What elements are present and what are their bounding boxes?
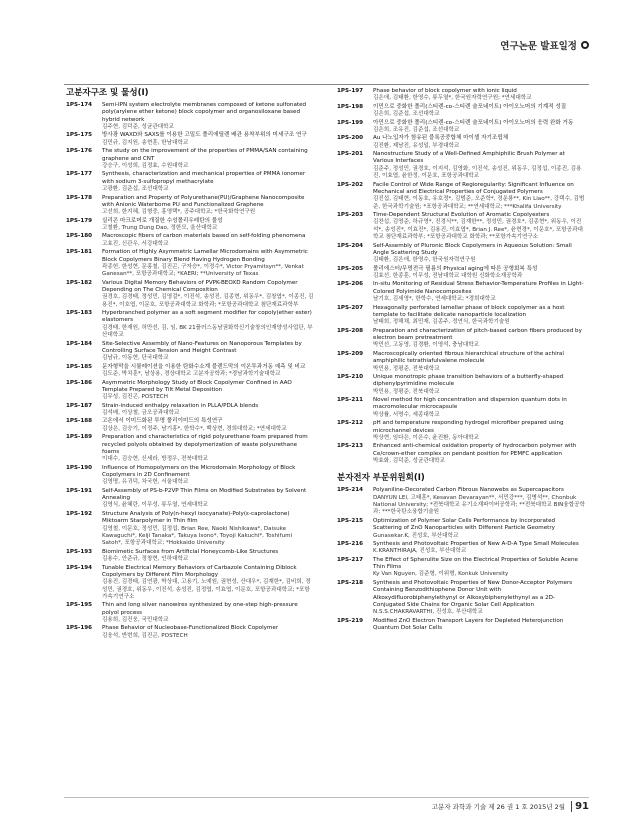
entry-code: 1PS-203 — [337, 212, 364, 219]
entry-body — [373, 120, 585, 135]
program-entry — [66, 341, 314, 363]
program-entry — [337, 557, 585, 579]
left-entry-list — [66, 102, 314, 640]
entry-authors: 곽종헌, 한성현, 문홍철, 김진곤, 구자승*, 이정수*, Victor Pryamitsyn**, Venkat Ganesan**, 포항공과대학교; *KAERI; **University of Texas — [102, 263, 304, 278]
program-entry — [66, 434, 314, 463]
program-entry — [66, 380, 314, 402]
entry-code: 1PS-200 — [337, 135, 364, 142]
entry-title: 문자형막을 시뮬레이션을 이용한 탄화수소계 블렌드막의 이온투과거동 예측 및 비교 — [102, 363, 306, 370]
entry-code: 1PS-182 — [66, 279, 93, 286]
entry-title: Novel method for high concentration and dispersion quantum dots in macromolecular microcapsule — [373, 397, 567, 411]
entry-authors: 김남규, 이동현, 단국대학교 — [102, 355, 169, 362]
entry-authors: 박민선, 고동영, 김경환, 이영석, 충남대학교 — [373, 342, 480, 349]
entry-code: 1PS-189 — [66, 434, 93, 441]
entry-authors: 김석배, 이상철, 금오공과대학교 — [102, 409, 180, 416]
entry-authors: DANYUN LEI, 고태훈*, Kesavan Devarayan**, 서민강***, 김병석**, Chonbuk National University; *전북대학교 유기소재파이버공학과; **전북대학교 BIN융합공학과; ***한국탄소융합기술원 — [373, 494, 585, 516]
entry-title: Modified ZnO Electron Transport Layers for Depleted Heterojunction Quantum Dot Solar Cells — [373, 617, 564, 631]
entry-title: Synthesis, characterization and mechanical properties of PMMA ionomer with sodium 3-sulfopropyl methacrylate — [102, 171, 306, 185]
program-entry — [337, 374, 585, 396]
entry-code: 1PS-184 — [66, 340, 93, 347]
entry-code: 1PS-213 — [337, 443, 364, 450]
entry-body — [102, 233, 314, 248]
entry-code: 1PS-188 — [66, 418, 93, 425]
entry-code: 1PS-175 — [66, 132, 93, 139]
entry-title: Various Digital Memory Behaviors of PVPK-BEOXD Random Copolymer Depending on The Chemical Composition — [102, 279, 298, 293]
entry-authors: N.S.S.CHAKRAVARTHI, 진성호, 부산대학교 — [373, 609, 483, 616]
entry-title: Biomimetic Surfaces from Artificial Honeycomb-Like Structures — [102, 548, 279, 555]
left-column — [66, 88, 314, 641]
program-entry — [337, 120, 585, 135]
entry-title: Thin and long silver nanowires synthesized by one-step high-pressure polyol process — [102, 602, 298, 616]
entry-body — [373, 541, 585, 556]
entry-authors: 박상률, 서명수, 세종대학교 — [373, 411, 440, 418]
entry-code: 1PS-178 — [66, 194, 93, 201]
section-title-polymer-structure: 고분자구조 및 물성(I) — [66, 88, 149, 98]
entry-code: 1PS-211 — [337, 397, 364, 404]
entry-authors: 김주현, 김덕준, 성균관대학교 — [102, 124, 174, 131]
entry-authors: 권경호, 김경태, 정성민, 김영걸*, 이진석, 송성진, 김종현, 위동우*, 김창엽*, 이종진, 김용진*, 이호엽, 이문호, 포항공과대학교 화학과; *포항공과대학교 첨단재료과학부 — [102, 294, 314, 308]
entry-title: Hyperbranched polymer as a soft segment modifier for copoly(ether ester) elastomers — [102, 310, 312, 324]
program-entry — [66, 364, 314, 379]
entry-authors: 김태환, 김은애, 한영수, 한국원자력연구원 — [373, 257, 476, 264]
entry-code: 1PS-187 — [66, 402, 93, 409]
program-entry — [66, 102, 314, 131]
entry-title: Hexagonally perforated lamellar phase of block copolymer as a host template to facilitate delicate nanoparticle localization — [373, 304, 565, 318]
entry-body — [373, 243, 585, 265]
program-entry — [337, 151, 585, 180]
entry-body — [102, 565, 314, 602]
program-entry — [337, 281, 585, 303]
entry-body — [373, 328, 585, 350]
entry-authors: 김준주, 정성민, 권경호, 이지석, 김영화, 이진석, 송성진, 위동우, 김정섭, 이종진, 김용진, 이효엽, 윤한정, 이문호, 포항공과대학교 — [373, 165, 582, 180]
program-entry — [337, 420, 585, 442]
entry-body — [102, 364, 314, 379]
entry-title: Optimization of Polymer Solar Cells Performance by Incorporated Scattering of ZnO Nanoparticles with Different Particle Geometry — [373, 517, 556, 532]
entry-code: 1PS-210 — [337, 373, 364, 380]
entry-body — [102, 434, 314, 463]
entry-title: The study on the improvement of the properties of PMMA/SAN containing graphene and CNT — [102, 148, 308, 162]
right-entry-list — [337, 88, 585, 465]
entry-authors: 이대수, 김승현, 신세라, 방정우, 전북대학교 — [102, 456, 209, 463]
entry-title: Strain-induced enthalpy relaxation in PLLA/PDLA blends — [102, 402, 259, 409]
entry-authors: 김영철, 이문호, 정성민, 김정섭, Brian Ree, Naoki Nishikawa*, Daisuke Kawaguchi*, Keiji Tanaka*, Takuya Isono*, Toyoji Kakuchi*, Toshifumi Satoh*, 포항공과대학교; *Hokkaido University — [102, 525, 293, 547]
page-header — [500, 38, 589, 52]
entry-body — [373, 374, 585, 396]
entry-code: 1PS-206 — [337, 281, 364, 288]
page-footer — [432, 801, 589, 812]
program-entry — [66, 403, 314, 418]
entry-code: 1PS-177 — [66, 171, 93, 178]
entry-title: Enhanced anti-chemical oxidation property of hydrocarbon polymer with Ce/crown-ether complex on pendant position for PEMFC application — [373, 443, 577, 457]
entry-code: 1PS-192 — [66, 510, 93, 517]
entry-body — [102, 380, 314, 402]
entry-body — [373, 420, 585, 442]
entry-body — [373, 305, 585, 327]
entry-title: Formation of Highly Asymmetric Lamellar Microdomains with Asymmetric Block Copolymers Binary Blend Having Hydrogen Bonding — [102, 249, 308, 263]
entry-body — [373, 351, 585, 373]
entry-title: Nanostructure Study of a Well-Defined Amphiphilic Brush Polymer at Various Interfaces — [373, 151, 565, 165]
entry-authors: 남기호, 김세영*, 한학수, 연세대학교; *경희대학교 — [373, 296, 496, 303]
entry-code: 1PS-196 — [66, 625, 93, 632]
entry-code: 1PS-214 — [337, 487, 364, 494]
entry-code: 1PS-208 — [337, 327, 364, 334]
program-entry — [337, 541, 585, 556]
circle-bullet-icon — [581, 41, 589, 49]
entry-body — [102, 341, 314, 363]
program-entry — [337, 328, 585, 350]
entry-authors: Gunasekar.K, 진성호, 부산대학교 — [373, 532, 459, 539]
entry-title: 고온에서 이미드화된 투명 폴리이미드의 특성연구 — [102, 418, 223, 425]
entry-code: 1PS-181 — [66, 249, 93, 256]
program-entry — [66, 418, 314, 433]
entry-body — [102, 195, 314, 217]
program-entry — [337, 487, 585, 516]
entry-code: 1PS-204 — [337, 242, 364, 249]
program-entry — [66, 602, 314, 624]
entry-body — [102, 171, 314, 193]
program-entry — [66, 549, 314, 564]
entry-title: Unique monotropic phase transition behaviors of a butterfly-shaped diphenylpyrimidine molecule — [373, 373, 564, 388]
entry-code: 1PS-198 — [337, 103, 364, 110]
program-entry — [337, 104, 585, 119]
entry-code: 1PS-199 — [337, 119, 364, 126]
entry-code: 1PS-176 — [66, 148, 93, 155]
program-entry — [337, 212, 585, 241]
entry-authors: 김영식, 윤혜란, 이무성, 류두열, 연세대학교 — [102, 502, 209, 509]
entry-authors: 강승구, 이성희, 김정효, 수원대학교 — [102, 162, 189, 169]
program-entry — [66, 132, 314, 147]
entry-title: Tunable Electrical Memory Behaviors of Carbazole Containing Diblock Copolymers by Different Film Morphology — [102, 564, 297, 578]
entry-title: Au 나노입자가 함유된 블록공중합체 마이셀 자기조립체 — [373, 135, 509, 142]
right-entry-list-2 — [337, 487, 585, 632]
entry-code: 1PS-183 — [66, 310, 93, 317]
program-entry — [66, 195, 314, 217]
program-entry — [337, 266, 585, 281]
program-entry — [337, 351, 585, 373]
entry-title: Synthesis and Photovoltaic Properties of New A-D-A Type Small Molecules — [373, 540, 579, 547]
entry-title: Site-Selective Assembly of Nano-Features on Nanoporous Templates by Controlling Surface Tension and Height Contrast — [102, 340, 302, 354]
entry-title: Self-Assembly of Pluronic Block Copolymers in Aqueous Solution: Small Angle Scattering Study — [373, 242, 572, 256]
program-entry — [66, 249, 314, 278]
entry-authors: 고선희, 한지혜, 김형중, 홍영택*, 공주대학교; *한국화학연구원 — [102, 209, 256, 216]
entry-title: 방사광 WAXD와 SAXS를 이용한 고밀도 폴리에틸렌 배관 용착부위의 미세구조 연구 — [102, 132, 307, 139]
entry-title: Polyaniline-Decorated Carbon Fibrous Nanowebs as Supercapacitors — [373, 487, 564, 494]
entry-authors: 김용진, 김경태, 김연광, 박상대, 고용기, 노예원, 권현성, 산대우*, 김재한*, 김비희, 정성민, 권경호, 위동우, 이진석, 송성진, 김정엽, 이효엽, 이문호, 포항공과대학교; *포항가속기연구소 — [102, 579, 311, 600]
right-column — [337, 88, 585, 633]
program-entry — [337, 88, 585, 103]
entry-code: 1PS-217 — [337, 556, 364, 563]
program-entry — [337, 397, 585, 419]
program-entry — [337, 443, 585, 465]
entry-body — [373, 281, 585, 303]
entry-title: Preparation and characterization of pitch-based carbon fibers produced by electron beam pretreatment — [373, 327, 582, 342]
program-entry — [66, 625, 314, 640]
program-entry — [66, 511, 314, 548]
entry-authors: 김상은, 김승기, 이정주, 남기홍*, 한학수*, 백상현, 경희대학교; *연세대학교 — [102, 425, 287, 432]
section-title-molecular-electronics: 분자전자 부문위원회(I) — [337, 473, 425, 484]
entry-title: Preparation and Property of Polyurethane(PU)/Graphene Nanocomposite with Anionic Waterborne PU and Functionalized Graphene — [102, 194, 305, 208]
entry-body — [102, 148, 314, 170]
entry-body — [373, 182, 585, 211]
entry-code: 1PS-194 — [66, 564, 93, 571]
entry-body — [102, 218, 314, 233]
entry-title: Time-Dependent Structural Evolution of Aromatic Copolyesters — [373, 212, 550, 219]
page-number: 91 — [571, 801, 589, 812]
program-entry — [66, 488, 314, 510]
entry-title: Asymmetric Morphology Study of Block Copolymer Confined in AAO Template Prepared by Tilt Metal Deposition — [102, 379, 292, 393]
entry-body — [373, 518, 585, 540]
program-entry — [66, 465, 314, 487]
entry-authors: 김은애, 김태환, 한영수, 류두열*, 한국원자력연구원; *연세대학교 — [373, 95, 532, 102]
entry-body — [373, 557, 585, 579]
header-title: 연구논문 발표일정 — [500, 41, 577, 52]
entry-authors: 김무성, 김진곤, POSTECH — [102, 394, 168, 401]
entry-body — [373, 266, 585, 281]
entry-body — [373, 135, 585, 150]
entry-code: 1PS-197 — [337, 88, 364, 94]
entry-title: Preparation and characteristics of rigid polyurethane foam prepared from recycled polyols obtained by depolymerization of waste polyurethane foams — [102, 434, 308, 455]
entry-authors: 김영명, 유귀덕, 차국헌, 서울대학교 — [102, 479, 189, 486]
program-entry — [66, 218, 314, 233]
entry-authors: 김용수, 안준규, 정창현, 인하대학교 — [102, 556, 189, 563]
entry-code: 1PS-193 — [66, 548, 93, 555]
entry-body — [102, 511, 314, 548]
entry-authors: 고광환, 김준섭, 조선대학교 — [102, 186, 169, 193]
entry-title: Synthesis and Photovoltaic Properties of New Donor-Acceptor Polymers Containing Benzodithiophene Donor Unit with Alkoxydifluorobiphenylethynyl or Alkoxybiphenylethynyl as a 2D-Conjugated Side Chains for Organic Solar Cell Application — [373, 579, 573, 608]
entry-code: 1PS-201 — [337, 151, 364, 158]
program-entry — [66, 148, 314, 170]
entry-title: Structure Analysis of Poly(n-hexyl isocyanate)-Poly(ε-caprolactone) Miktoarm Starpolymer in Thin film — [102, 510, 290, 525]
entry-authors: 김웅석, 반번희, 김진곤, POSTECH — [102, 632, 188, 639]
entry-authors: 김경태, 한재원, 허만선, 김, 임, BK 21플러스동남권화학신기술창의인재양성사업단, 부산대학교 — [102, 324, 313, 339]
entry-authors: 박민용, 정평준, 전북대학교 — [373, 388, 440, 395]
program-entry — [66, 310, 314, 339]
entry-code: 1PS-185 — [66, 363, 93, 370]
entry-code: 1PS-191 — [66, 487, 93, 494]
entry-title: The Effect of Spherulite Size on the Electrical Properties of Soluble Acene Thin Films — [373, 556, 578, 571]
entry-authors: 고철환, Trung Dung Dao, 정한모, 울산대학교 — [102, 224, 218, 231]
entry-authors: 김용희, 김진웅, 국민대학교 — [102, 617, 169, 623]
entry-code: 1PS-218 — [337, 579, 364, 586]
entry-authors: K.KRANTHIRAJA, 진성호, 부산대학교 — [373, 548, 467, 555]
entry-code: 1PS-209 — [337, 350, 364, 357]
entry-body — [373, 618, 585, 633]
program-entry — [337, 305, 585, 327]
entry-title: 아민으로 중화한 폴리(스티렌-co-스티렌 술포네이트) 아이오노머의 응력 완화 거동 — [373, 119, 574, 126]
entry-body — [102, 403, 314, 418]
entry-code: 1PS-179 — [66, 217, 93, 224]
entry-authors: Ky Van Nguyen, 김준형, 이위형, Konkuk University — [373, 571, 509, 578]
entry-body — [102, 249, 314, 278]
entry-authors: 김찬섭, 김영준, 하규영*, 진경식**, 김재한**, 정성민, 권경호*, 김종현*, 위동우, 이진석*, 송성진*, 이효진*, 김용진, 이효엽*, Brian J. Ree*, 윤현경*, 이문호*, 포항공과대학교 첨단재료과학부; *포항공과대학교 화학과; **포항가속기연구소 — [373, 219, 583, 241]
entry-body — [373, 580, 585, 617]
entry-body — [373, 212, 585, 241]
entry-body — [102, 488, 314, 510]
entry-code: 1PS-216 — [337, 540, 364, 547]
entry-authors: 박효화, 김덕준, 성균관대학교 — [373, 458, 445, 464]
program-entry — [337, 135, 585, 150]
top-divider — [64, 84, 589, 85]
program-entry — [66, 233, 314, 248]
entry-title: 실리콘 마크로머로 개질한 수성폴리우레탄의 물성 — [102, 217, 223, 224]
entry-body — [102, 602, 314, 624]
program-entry — [337, 580, 585, 617]
entry-body — [102, 102, 314, 131]
program-entry — [66, 171, 314, 193]
program-entry — [337, 518, 585, 540]
program-entry — [337, 618, 585, 633]
entry-body — [373, 443, 585, 465]
entry-code: 1PS-212 — [337, 420, 364, 427]
entry-code: 1PS-207 — [337, 304, 364, 311]
entry-body — [102, 132, 314, 147]
entry-authors: 김효선, 한종훈, 이무성, 전남대학교 대학원 신화학소재공학과 — [373, 273, 523, 279]
entry-authors: 김은희, 조유진, 김준섭, 조선대학교 — [373, 126, 460, 133]
entry-body — [102, 310, 314, 339]
entry-title: Self-Assembly of PS-b-P2VP Thin Films on Modified Substrates by Solvent Annealing — [102, 487, 307, 502]
entry-authors: 김민규, 김지원, 송현훈, 한남대학교 — [102, 139, 189, 146]
program-entry — [66, 565, 314, 602]
entry-authors: 김도준, 박치훈*, 남상용, 경상대학교 고분자공학과; *경남과학기술대학교 — [102, 371, 281, 378]
entry-title: 폴리에스터/무명전극 필름의 Physical aging에 따른 공형회복 특성 — [373, 265, 538, 272]
entry-code: 1PS-215 — [337, 517, 364, 524]
entry-body — [373, 151, 585, 180]
entry-title: In-situ Monitoring of Residual Stress Behavior-Temperature Profiles in Light-Colored Polyimide Nanocomposites — [373, 281, 584, 295]
entry-title: Macroscopically oriented fibrous hierarchical structure of the achiral amphiphilic tetrathiafulvalene molecule — [373, 350, 564, 365]
journal-name: 고분자 과학과 기술 제 26 권 1 호 2015년 2월 — [431, 803, 566, 811]
entry-title: 이민으로 중화한 폴리(스티렌-co-스티렌 술포네이트) 아이오노머의 기계적 성질 — [373, 103, 567, 110]
entry-authors: 김진섭, 김태현, 이동호, 유호정*, 김범준, 오준학*, 정운룡**, Kin Liao**, 강택수, 김범준, 한국과학기술원; *포항공과대학교; **연세대학교; ***Khalifa University — [373, 196, 585, 210]
entry-body — [373, 397, 585, 419]
entry-code: 1PS-186 — [66, 379, 93, 386]
entry-code: 1PS-190 — [66, 464, 93, 471]
entry-body — [373, 104, 585, 119]
program-entry — [66, 280, 314, 309]
entry-body — [102, 418, 314, 433]
entry-title: Influence of Homopolymers on the Microdomain Morphology of Block Copolymers in 2D Confinement — [102, 464, 296, 478]
entry-body — [102, 549, 314, 564]
entry-body — [102, 625, 314, 640]
entry-title: Facile Control of Wide Range of Regioregularity: Significant Influence on Mechanical and Electrical Properties of Conjugated Polymers — [373, 181, 574, 195]
entry-authors: 김진환, 제남진, 유성일, 부경대학교 — [373, 142, 460, 149]
entry-body — [373, 88, 585, 103]
entry-code: 1PS-202 — [337, 181, 364, 188]
entry-body — [102, 465, 314, 487]
entry-authors: 박민용, 정평준, 전북대학교 — [373, 365, 440, 372]
program-entry — [337, 182, 585, 211]
entry-code: 1PS-219 — [337, 617, 364, 624]
entry-title: pH and temperature responding hydrogel microfiber prepared using microchannel devices — [373, 420, 564, 434]
entry-code: 1PS-180 — [66, 233, 93, 240]
entry-authors: 남태희, 정해채, 최민재, 김종주, 정연식, 한국과학기술원 — [373, 319, 510, 326]
entry-title: Macroscopic fibers of carbon materials based on self-folding phenomena — [102, 233, 306, 240]
bottom-divider — [64, 797, 589, 798]
entry-title: Phase behavior of block copolymer with ionic liquid — [373, 88, 517, 94]
entry-title: Phase Behavior of Nucleobase-Functionalized Block Copolymer — [102, 625, 279, 632]
entry-code: 1PS-174 — [66, 102, 93, 108]
entry-title: Semi-IPN system electrolyte membranes composed of ketone sulfonated poly(arylene ether ketone) block copolymer and organosiloxane based hybrid network — [102, 102, 307, 123]
entry-authors: 김은희, 김준섭, 조선대학교 — [373, 111, 440, 118]
entry-body — [373, 487, 585, 516]
entry-code: 1PS-195 — [66, 602, 93, 609]
entry-body — [102, 280, 314, 309]
program-entry — [337, 243, 585, 265]
entry-authors: 고효진, 신관우, 서강대학교 — [102, 240, 169, 247]
entry-authors: 박상현, 임다은, 이은수, 윤진환, 동아대학교 — [373, 434, 480, 441]
entry-code: 1PS-205 — [337, 265, 364, 272]
